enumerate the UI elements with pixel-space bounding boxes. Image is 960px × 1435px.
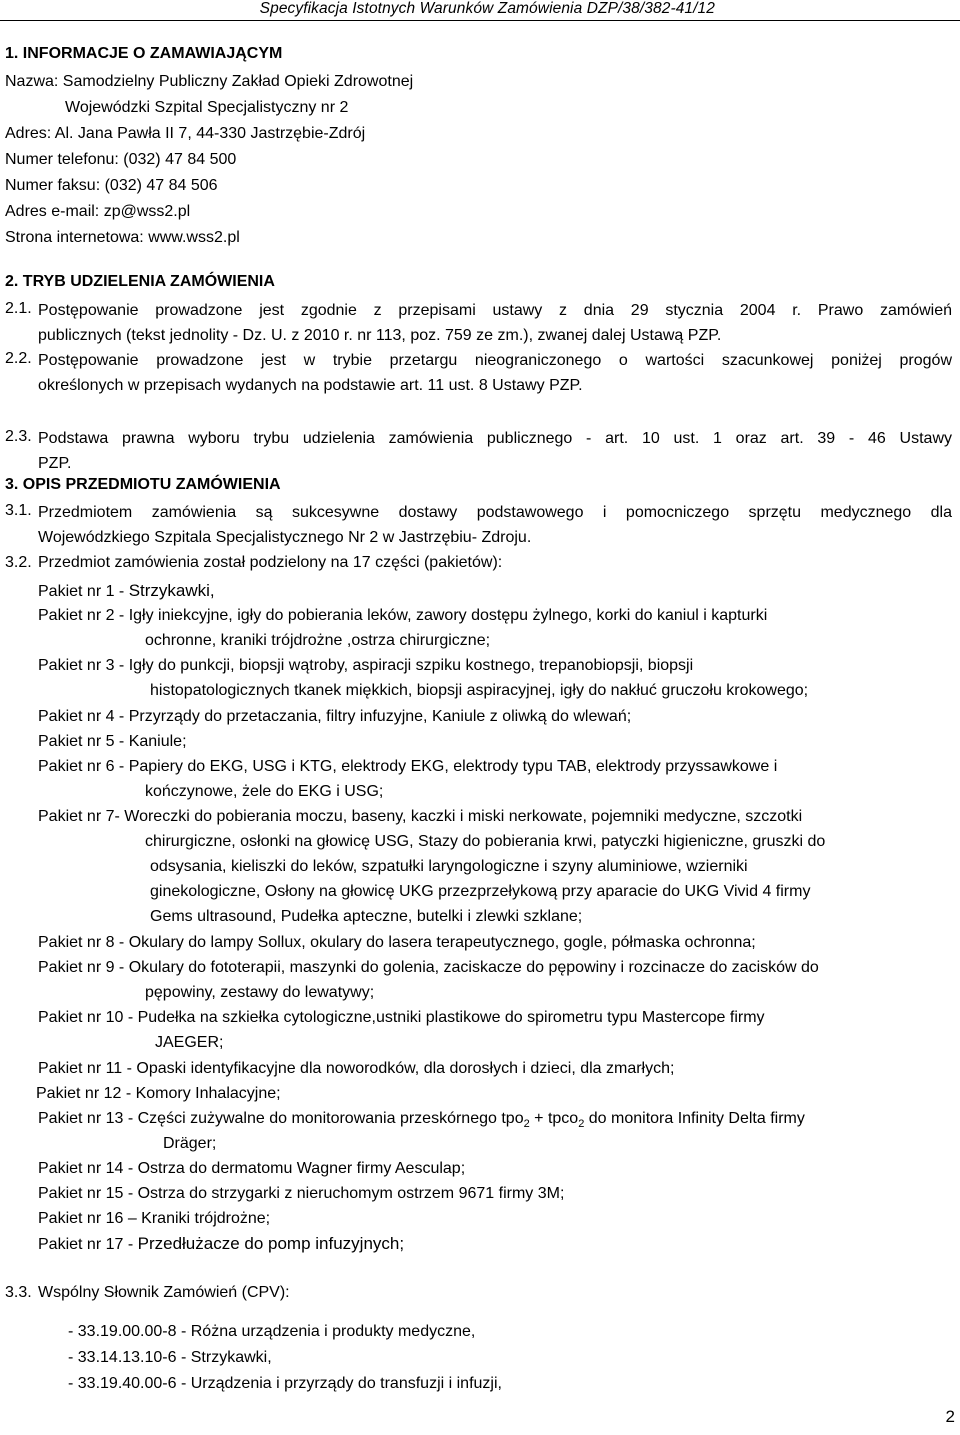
package-text: Opaski identyfikacyjne dla noworodków, dla dorosłych i dzieci, dla zmarłych; — [136, 1060, 675, 1077]
package-text: do monitora Infinity Delta firmy — [584, 1110, 805, 1127]
package-item — [38, 955, 819, 980]
package-item — [38, 1206, 270, 1231]
section-2-heading: 2. TRYB UDZIELENIA ZAMÓWIENIA — [5, 273, 275, 290]
cpv-code: - 33.14.13.10-6 - Strzykawki, — [68, 1349, 272, 1366]
paragraph-line: określonych w przepisach wydanych na podstawie art. 11 ust. 8 Ustawy PZP. — [38, 377, 583, 394]
package-text: JAEGER; — [155, 1034, 224, 1051]
package-item — [38, 1231, 404, 1257]
item-number: 2.3. — [5, 428, 32, 445]
package-label: Pakiet nr 6 - — [38, 758, 129, 775]
package-text: odsysania, kieliszki do leków, szpatułki laryngologiczne i szyny aluminiowe, wzierniki — [150, 858, 748, 875]
subscript: 2 — [523, 1118, 530, 1131]
package-text: Ostrza do dermatomu Wagner firmy Aesculap; — [137, 1160, 466, 1177]
contact-line: Numer faksu: (032) 47 84 506 — [5, 177, 218, 194]
package-text: Przedłużacze do pomp infuzyjnych; — [137, 1234, 405, 1253]
package-label: Pakiet nr 10 - — [38, 1009, 138, 1026]
package-text: pępowiny, zestawy do lewatywy; — [145, 984, 375, 1001]
package-text: + tpco — [529, 1110, 579, 1127]
section-3-heading: 3. OPIS PRZEDMIOTU ZAMÓWIENIA — [5, 476, 281, 493]
paragraph-line: Wojewódzkiego Szpitala Specjalistycznego Nr 2 w Jastrzębiu- Zdroju. — [38, 529, 532, 546]
package-item — [38, 578, 215, 604]
package-text: Woreczki do pobierania moczu, baseny, kaczki i miski nerkowate, pojemniki medyczne, szczotki — [124, 808, 803, 825]
package-item — [38, 930, 756, 955]
package-text: Dräger; — [163, 1135, 217, 1152]
paragraph-line: Postępowanie prowadzone jest zgodnie z przepisami ustawy z dnia 29 stycznia 2004 r. Prawo zamówień — [38, 302, 952, 319]
package-text: Okulary do fototerapii, maszynki do golenia, zaciskacze do pępowiny i rozcinacze do zacisków do — [128, 959, 819, 976]
package-label: Pakiet nr 16 – — [38, 1210, 142, 1227]
package-text: kończynowe, żele do EKG i USG; — [145, 783, 384, 800]
package-label: Pakiet nr 12 - — [36, 1085, 136, 1102]
package-text: ochronne, kraniki trójdrożne ,ostrza chirurgiczne; — [145, 632, 491, 649]
paragraph-2-1 — [38, 298, 952, 348]
paragraph-2-2 — [38, 348, 952, 398]
item-number: 2.2. — [5, 350, 32, 367]
paragraph-line: Postępowanie prowadzone jest w trybie przetargu nieograniczonego o wartości szacunkowej poniżej progów — [38, 352, 952, 369]
package-item — [38, 804, 802, 829]
package-text: ginekologiczne, Osłony na głowicę UKG przezprzełykową przy aparacie do UKG Vivid 4 firmy — [150, 883, 811, 900]
paragraph-line: publicznych (tekst jednolity - Dz. U. z 2010 r. nr 113, poz. 759 ze zm.), zwanej dalej Ustawą PZP. — [38, 327, 722, 344]
package-item — [38, 1106, 805, 1137]
paragraph-3-2: Przedmiot zamówienia został podzielony na 17 części (pakietów): — [38, 554, 503, 571]
document-title: Specyfikacja Istotnych Warunków Zamówienia DZP/38/382-41/12 — [259, 0, 715, 17]
paragraph-line: Przedmiotem zamówienia są sukcesywne dostawy podstawowego i pomocniczego sprzętu medycznego dla — [38, 504, 952, 521]
package-text: histopatologicznych tkanek miękkich, biopsji aspiracyjnej, igły do nakłuć gruczołu krokowego; — [150, 682, 809, 699]
package-label: Pakiet nr 7- — [38, 808, 125, 825]
page-header — [0, 0, 960, 21]
package-label: Pakiet nr 8 - — [38, 934, 129, 951]
cpv-code: - 33.19.00.00-8 - Różna urządzenia i produkty medyczne, — [68, 1323, 476, 1340]
package-item — [38, 1181, 564, 1206]
page-number: 2 — [945, 1407, 955, 1426]
paragraph-line: Podstawa prawna wyboru trybu udzielenia zamówienia publicznego - art. 10 ust. 1 oraz art. 39 - 46 Ustawy — [38, 430, 952, 447]
package-text: Kaniule; — [128, 733, 187, 750]
package-item — [38, 1005, 765, 1030]
package-item — [38, 603, 767, 628]
package-label: Pakiet nr 3 - — [38, 657, 129, 674]
package-item — [36, 1081, 281, 1106]
package-text: Kraniki trójdrożne; — [141, 1210, 271, 1227]
package-item — [38, 1156, 465, 1181]
package-text: Papiery do EKG, USG i KTG, elektrody EKG, elektrody typu TAB, elektrody przyssawkowe i — [128, 758, 778, 775]
package-text: Igły do punkcji, biopsji wątroby, aspiracji szpiku kostnego, trepanobiopsji, biopsji — [128, 657, 694, 674]
section-1-heading: 1. INFORMACJE O ZAMAWIAJĄCYM — [5, 45, 283, 62]
package-text: Pudełka na szkiełka cytologiczne,ustniki plastikowe do spirometru typu Mastercope firmy — [137, 1009, 765, 1026]
package-text: Igły iniekcyjne, igły do pobierania leków, zawory dostępu żylnego, korki do kaniul i kapturki — [128, 607, 768, 624]
package-label: Pakiet nr 2 - — [38, 607, 129, 624]
subscript: 2 — [578, 1118, 585, 1131]
package-text: Gems ultrasound, Pudełka apteczne, butelki i zlewki szklane; — [150, 908, 583, 925]
paragraph-3-1 — [38, 500, 952, 550]
package-text: chirurgiczne, osłonki na głowicę USG, Stazy do pobierania krwi, patyczki higieniczne, gruszki do — [145, 833, 826, 850]
contact-line: Adres: Al. Jana Pawła II 7, 44-330 Jastrzębie-Zdrój — [5, 125, 366, 142]
package-label: Pakiet nr 4 - — [38, 708, 129, 725]
paragraph-line: PZP. — [38, 455, 72, 472]
contact-line: Wojewódzki Szpital Specjalistyczny nr 2 — [65, 99, 349, 116]
item-number: 3.2. — [5, 554, 32, 571]
package-label: Pakiet nr 11 - — [38, 1060, 137, 1077]
package-item — [38, 729, 187, 754]
package-label: Pakiet nr 1 - — [38, 583, 129, 600]
package-label: Pakiet nr 17 - — [38, 1236, 138, 1253]
package-label: Pakiet nr 13 - — [38, 1110, 138, 1127]
item-number: 2.1. — [5, 300, 32, 317]
paragraph-2-3 — [38, 426, 952, 476]
package-text: Przyrządy do przetaczania, filtry infuzyjne, Kaniule z oliwką do wlewań; — [128, 708, 632, 725]
contact-line: Numer telefonu: (032) 47 84 500 — [5, 151, 237, 168]
package-item — [38, 653, 693, 678]
package-item — [38, 754, 777, 779]
cpv-code: - 33.19.40.00-6 - Urządzenia i przyrządy do transfuzji i infuzji, — [68, 1375, 502, 1392]
package-text: Części zużywalne do monitorowania przeskórnego tpo — [137, 1110, 524, 1127]
package-text: Okulary do lampy Sollux, okulary do lasera terapeutycznego, gogle, półmaska ochronna; — [128, 934, 756, 951]
item-number: 3.3. — [5, 1284, 32, 1301]
paragraph-3-3: Wspólny Słownik Zamówień (CPV): — [38, 1284, 290, 1301]
package-label: Pakiet nr 5 - — [38, 733, 129, 750]
contact-line: Strona internetowa: www.wss2.pl — [5, 229, 240, 246]
package-item — [38, 704, 631, 729]
package-text: Ostrza do strzygarki z nieruchomym ostrzem 9671 firmy 3M; — [137, 1185, 565, 1202]
package-text: Strzykawki, — [128, 581, 215, 600]
package-label: Pakiet nr 9 - — [38, 959, 129, 976]
contact-line: Nazwa: Samodzielny Publiczny Zakład Opieki Zdrowotnej — [5, 73, 414, 90]
item-number: 3.1. — [5, 502, 32, 519]
contact-line: Adres e-mail: zp@wss2.pl — [5, 203, 191, 220]
package-text: Komory Inhalacyjne; — [135, 1085, 281, 1102]
package-label: Pakiet nr 14 - — [38, 1160, 138, 1177]
package-item — [38, 1056, 674, 1081]
package-label: Pakiet nr 15 - — [38, 1185, 138, 1202]
